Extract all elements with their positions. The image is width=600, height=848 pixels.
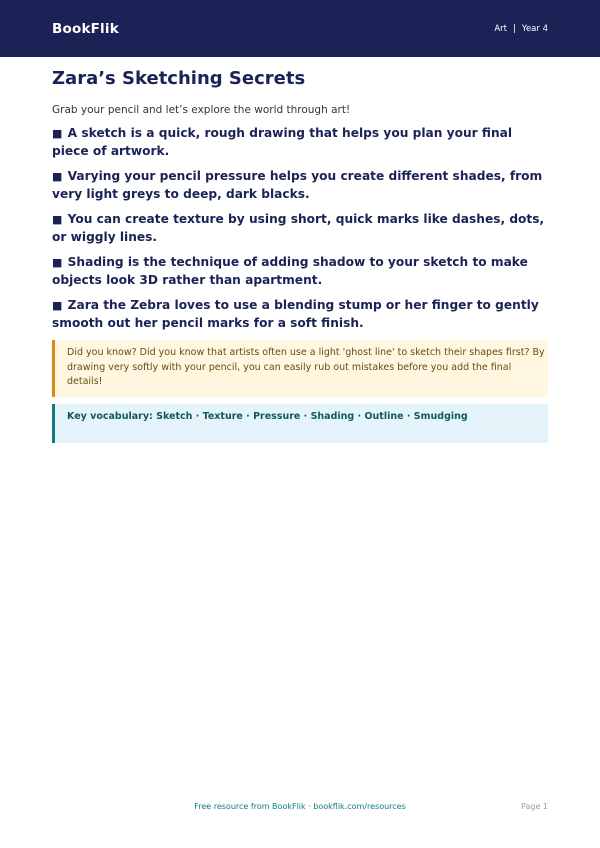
footer-resource-link[interactable]: Free resource from BookFlik · bookflik.com/resources xyxy=(194,802,406,811)
fact-item xyxy=(52,254,548,289)
brand-logo[interactable]: BookFlik xyxy=(52,20,119,37)
year-label: Year 4 xyxy=(521,23,548,34)
fact-item xyxy=(52,211,548,246)
fact-text: A sketch is a quick, rough drawing that helps you plan your final piece of artwork. xyxy=(52,126,513,158)
subject-label: Art xyxy=(494,23,508,34)
fact-list xyxy=(52,125,548,332)
fact-text: Zara the Zebra loves to use a blending stump or her finger to gently smooth out her pencil marks for a soft finish. xyxy=(52,298,539,330)
did-you-know-callout xyxy=(52,340,548,397)
fact-item xyxy=(52,168,548,203)
fact-text: You can create texture by using short, quick marks like dashes, dots, or wiggly lines. xyxy=(52,212,545,244)
meta-separator: | xyxy=(513,23,516,34)
bullet-icon: ■ xyxy=(52,170,63,184)
page-title: Zara’s Sketching Secrets xyxy=(52,68,306,89)
fact-item xyxy=(52,125,548,160)
subject-year-meta xyxy=(494,24,548,34)
bullet-icon: ■ xyxy=(52,213,63,227)
key-vocabulary-box xyxy=(52,404,548,443)
worksheet-content xyxy=(0,67,600,443)
fact-text: Shading is the technique of adding shadow to your sketch to make objects look 3D rather than apartment. xyxy=(52,255,528,287)
key-vocabulary-text: Key vocabulary: Sketch · Texture · Pressure · Shading · Outline · Smudging xyxy=(67,410,468,422)
fact-item xyxy=(52,297,548,332)
intro-text: Grab your pencil and let’s explore the world through art! xyxy=(52,104,351,117)
bullet-icon: ■ xyxy=(52,127,63,141)
site-header xyxy=(0,0,600,57)
did-you-know-text: Did you know? Did you know that artists often use a light 'ghost line' to sketch their shapes first? By drawing very softly with your pencil, you can easily rub out mistakes before you add the final details! xyxy=(67,347,545,388)
page-number: Page 1 xyxy=(521,802,548,811)
bullet-icon: ■ xyxy=(52,256,63,270)
fact-text: Varying your pencil pressure helps you create different shades, from very light greys to deep, dark blacks. xyxy=(52,169,543,201)
bullet-icon: ■ xyxy=(52,299,63,313)
